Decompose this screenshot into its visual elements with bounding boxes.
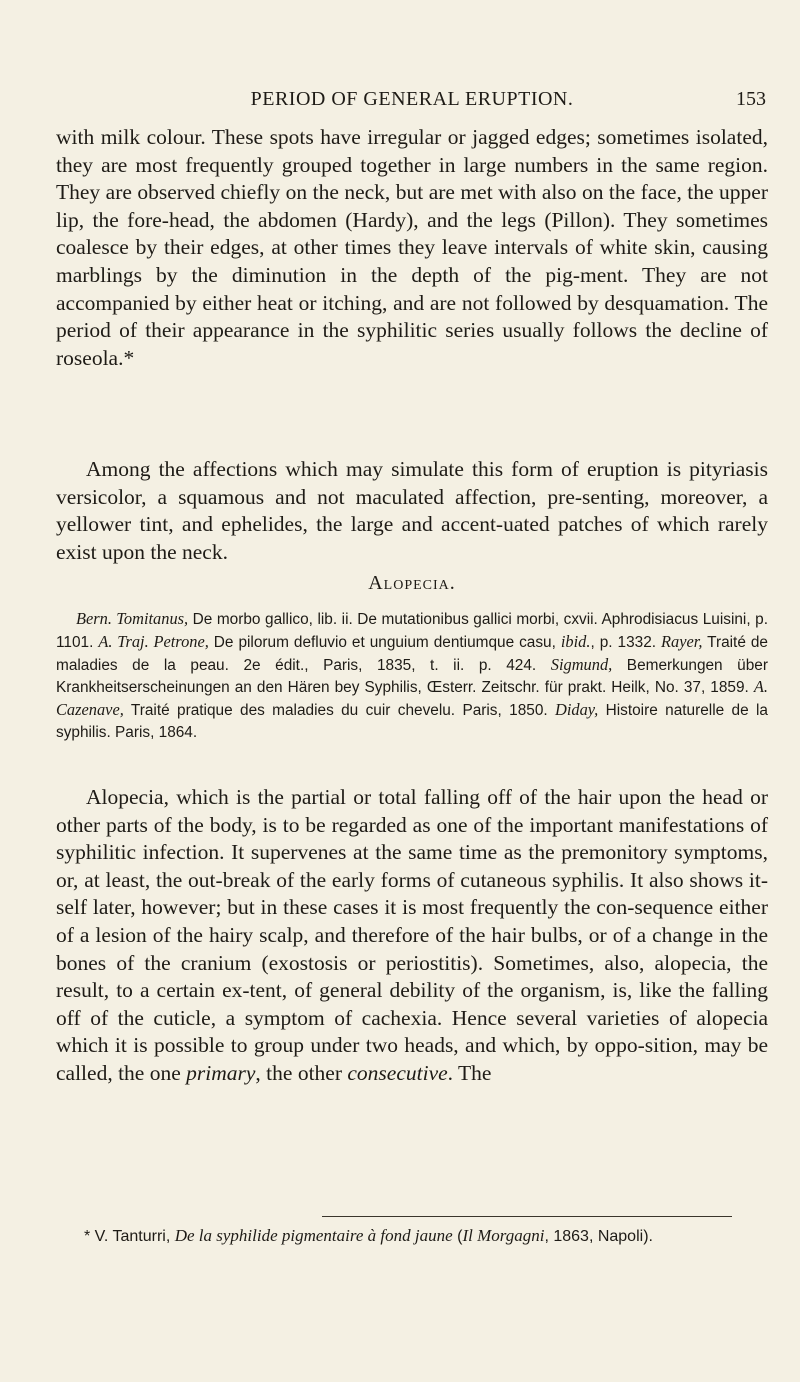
bib-text: Histoire naturelle de la syphilis. Paris, 1864. [56, 702, 768, 741]
footnote-marker: * V. Tanturri, [84, 1228, 175, 1245]
bib-author: Sigmund, [550, 654, 613, 674]
bibliography [56, 608, 768, 744]
running-title: PERIOD OF GENERAL ERUPTION. [250, 88, 574, 110]
alopecia-text: , the other [255, 1060, 348, 1085]
bib-author: A. Traj. Petrone, [98, 631, 209, 651]
section-heading-alopecia: Alopecia. [368, 572, 456, 594]
page-number: 153 [736, 88, 766, 110]
footnote-rule [322, 1216, 732, 1217]
bib-text: Traité pratique des maladies du cuir chevelu. Paris, 1850. [123, 702, 556, 720]
bib-author: Rayer, [661, 631, 703, 651]
alopecia-text: Alopecia, which is the partial or total falling off of the hair upon the head or other parts of the body, is to be regarded as one of the important manifestations of syphilitic infection. It supervenes at the same time as the premonitory symptoms, or, at least, the out-break of the early forms of cutaneous syphilis. It also shows it-self later, however; but in these cases it is most frequently the con-sequence either of a lesion of the hairy scalp, and therefore of the hair bulbs, or of a change in the bones of the cranium (exostosis or periostitis). Sometimes, also, alopecia, the result, to a certain ex-tent, of general debility of the organism, is, like the falling off of the cuticle, a symptom of cachexia. Hence several varieties of alopecia which it is possible to group under two heads, and which, by oppo-sition, may be called, the one [56, 785, 768, 1085]
paragraph-spots: with milk colour. These spots have irregular or jagged edges; sometimes isolated, they are most frequently grouped together in large numbers in the same region. They are observed chiefly on the neck, but are met with also on the face, the upper lip, the fore-head, the abdomen (Hardy), and the legs (Pillon). They sometimes coalesce by their edges, at other times they leave intervals of white skin, causing marblings by the diminution in the depth of the pig-ment. They are not accompanied by either heat or itching, and are not followed by desquamation. The period of their appearance in the syphilitic series usually follows the decline of roseola.* [56, 125, 768, 370]
bib-author: Bern. Tomitanus, [76, 609, 189, 628]
bib-text: Bemerkungen über Krankheitserscheinungen an den Hären bey Syphilis, Œsterr. Zeitschr. für prakt. Heilk, No. 37, 1859. [56, 656, 768, 697]
bib-ibid: ibid. [560, 631, 591, 651]
bib-text: De morbo gallico, lib. ii. De mutationibus gallici morbi, cxvii. Aphrodisiacus Luisini, p. 1101. [56, 611, 768, 651]
alopecia-text: . The [447, 1060, 492, 1085]
footnote-text: ( [452, 1228, 463, 1245]
footnote [56, 1225, 768, 1248]
bib-author: A. Cazenave, [56, 677, 768, 720]
term-consecutive: consecutive [347, 1060, 448, 1085]
bib-text: Traité de maladies de la peau. 2e édit., Paris, 1835, t. ii. p. 424. [56, 633, 768, 674]
footnote-title: De la syphilide pigmentaire à fond jaune [174, 1226, 453, 1245]
paragraph-alopecia [56, 784, 768, 1088]
running-head [56, 88, 768, 118]
footnote-text: , 1863, Napoli). [544, 1228, 653, 1245]
bib-author: Diday, [555, 700, 599, 720]
bib-text: De pilorum defluvio et unguium dentiumque casu, [208, 633, 561, 651]
footnote-journal: Il Morgagni [462, 1226, 545, 1245]
paragraph-differential: Among the affections which may simulate this form of eruption is pityriasis versicolor, a squamous and not maculated affection, pre-senting, moreover, a yellower tint, and ephelides, the large and accent-uated patches of which rarely exist upon the neck. [56, 457, 768, 564]
term-primary: primary [186, 1060, 256, 1085]
bib-text: , p. 1332. [590, 633, 661, 651]
